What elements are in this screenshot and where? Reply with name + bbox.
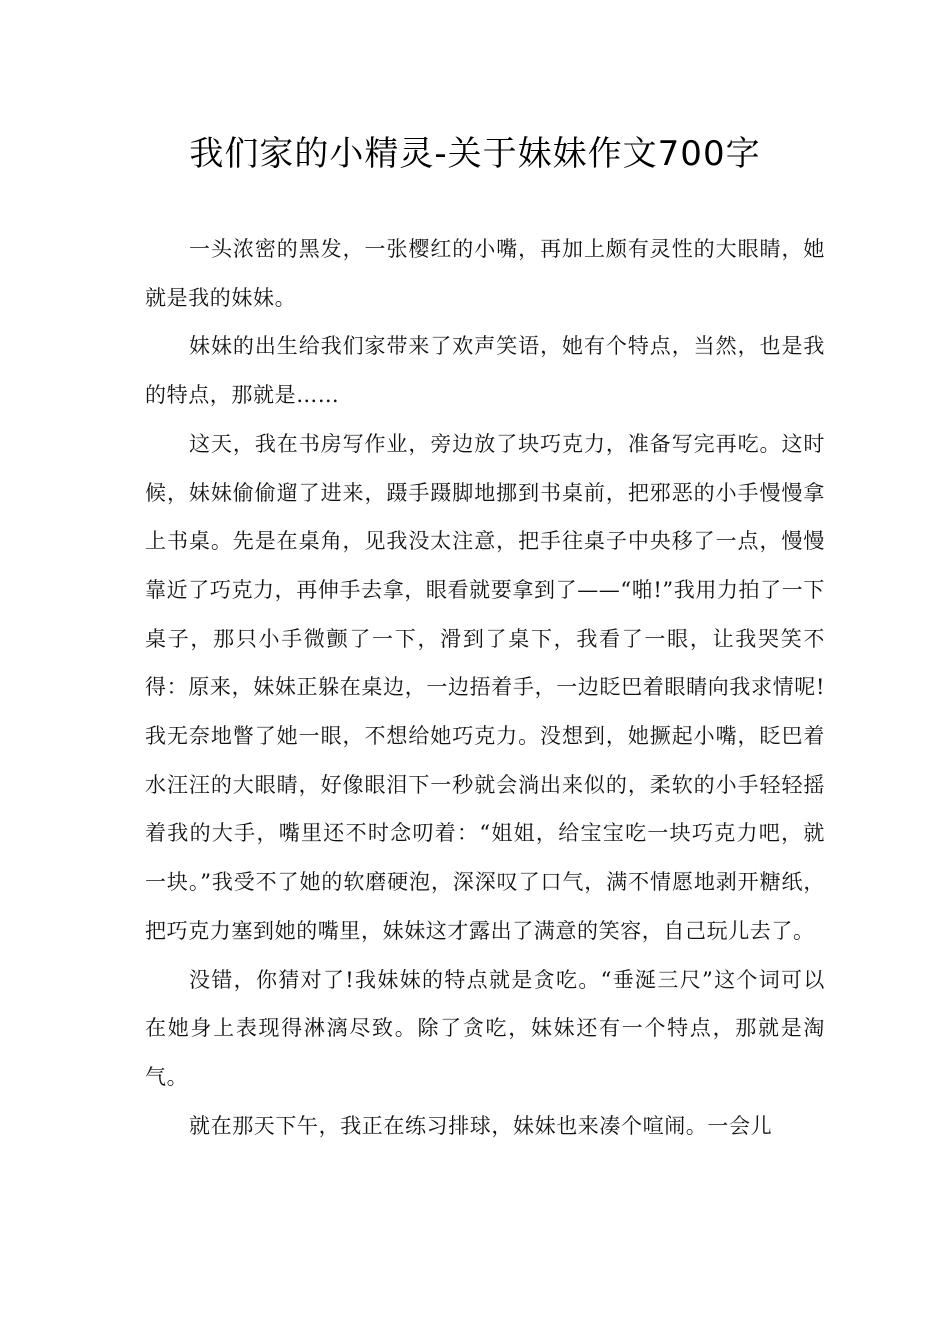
paragraph-4: 没错，你猜对了!我妹妹的特点就是贪吃。“垂涎三尺”这个词可以在她身上表现得淋漓尽致。除了贪吃，妹妹还有一个特点，那就是淘气。 [145,967,825,1089]
document-title: 我们家的小精灵-关于妹妹作文700字 [189,134,761,174]
paragraph-2: 妹妹的出生给我们家带来了欢声笑语，她有个特点，当然，也是我的特点，那就是…… [145,334,825,408]
paragraph-3: 这天，我在书房写作业，旁边放了块巧克力，准备写完再吃。这时候，妹妹偷偷遛了进来，蹑手蹑脚地挪到书桌前，把邪恶的小手慢慢拿上书桌。先是在桌角，见我没太注意，把手往桌子中央移了一点，慢慢靠近了巧克力，再伸手去拿，眼看就要拿到了——“啪!”我用力拍了一下桌子，那只小手微颤了一下，滑到了桌下，我看了一眼，让我哭笑不得：原来，妹妹正躲在桌边，一边捂着手，一边眨巴着眼睛向我求情呢!我无奈地瞥了她一眼，不想给她巧克力。没想到，她撅起小嘴，眨巴着水汪汪的大眼睛，好像眼泪下一秒就会淌出来似的，柔软的小手轻轻摇着我的大手，嘴里还不时念叨着：“姐姐，给宝宝吃一块巧克力吧，就一块。”我受不了她的软磨硬泡，深深叹了口气，满不情愿地剥开糖纸，把巧克力塞到她的嘴里，妹妹这才露出了满意的笑容，自己玩儿去了。 [145,431,825,943]
paragraph-1: 一头浓密的黑发，一张樱红的小嘴，再加上颇有灵性的大眼睛，她就是我的妹妹。 [145,237,825,310]
document-body [145,225,825,1150]
paragraph-5: 就在那天下午，我正在练习排球，妹妹也来凑个喧闹。一会儿 [189,1113,773,1138]
